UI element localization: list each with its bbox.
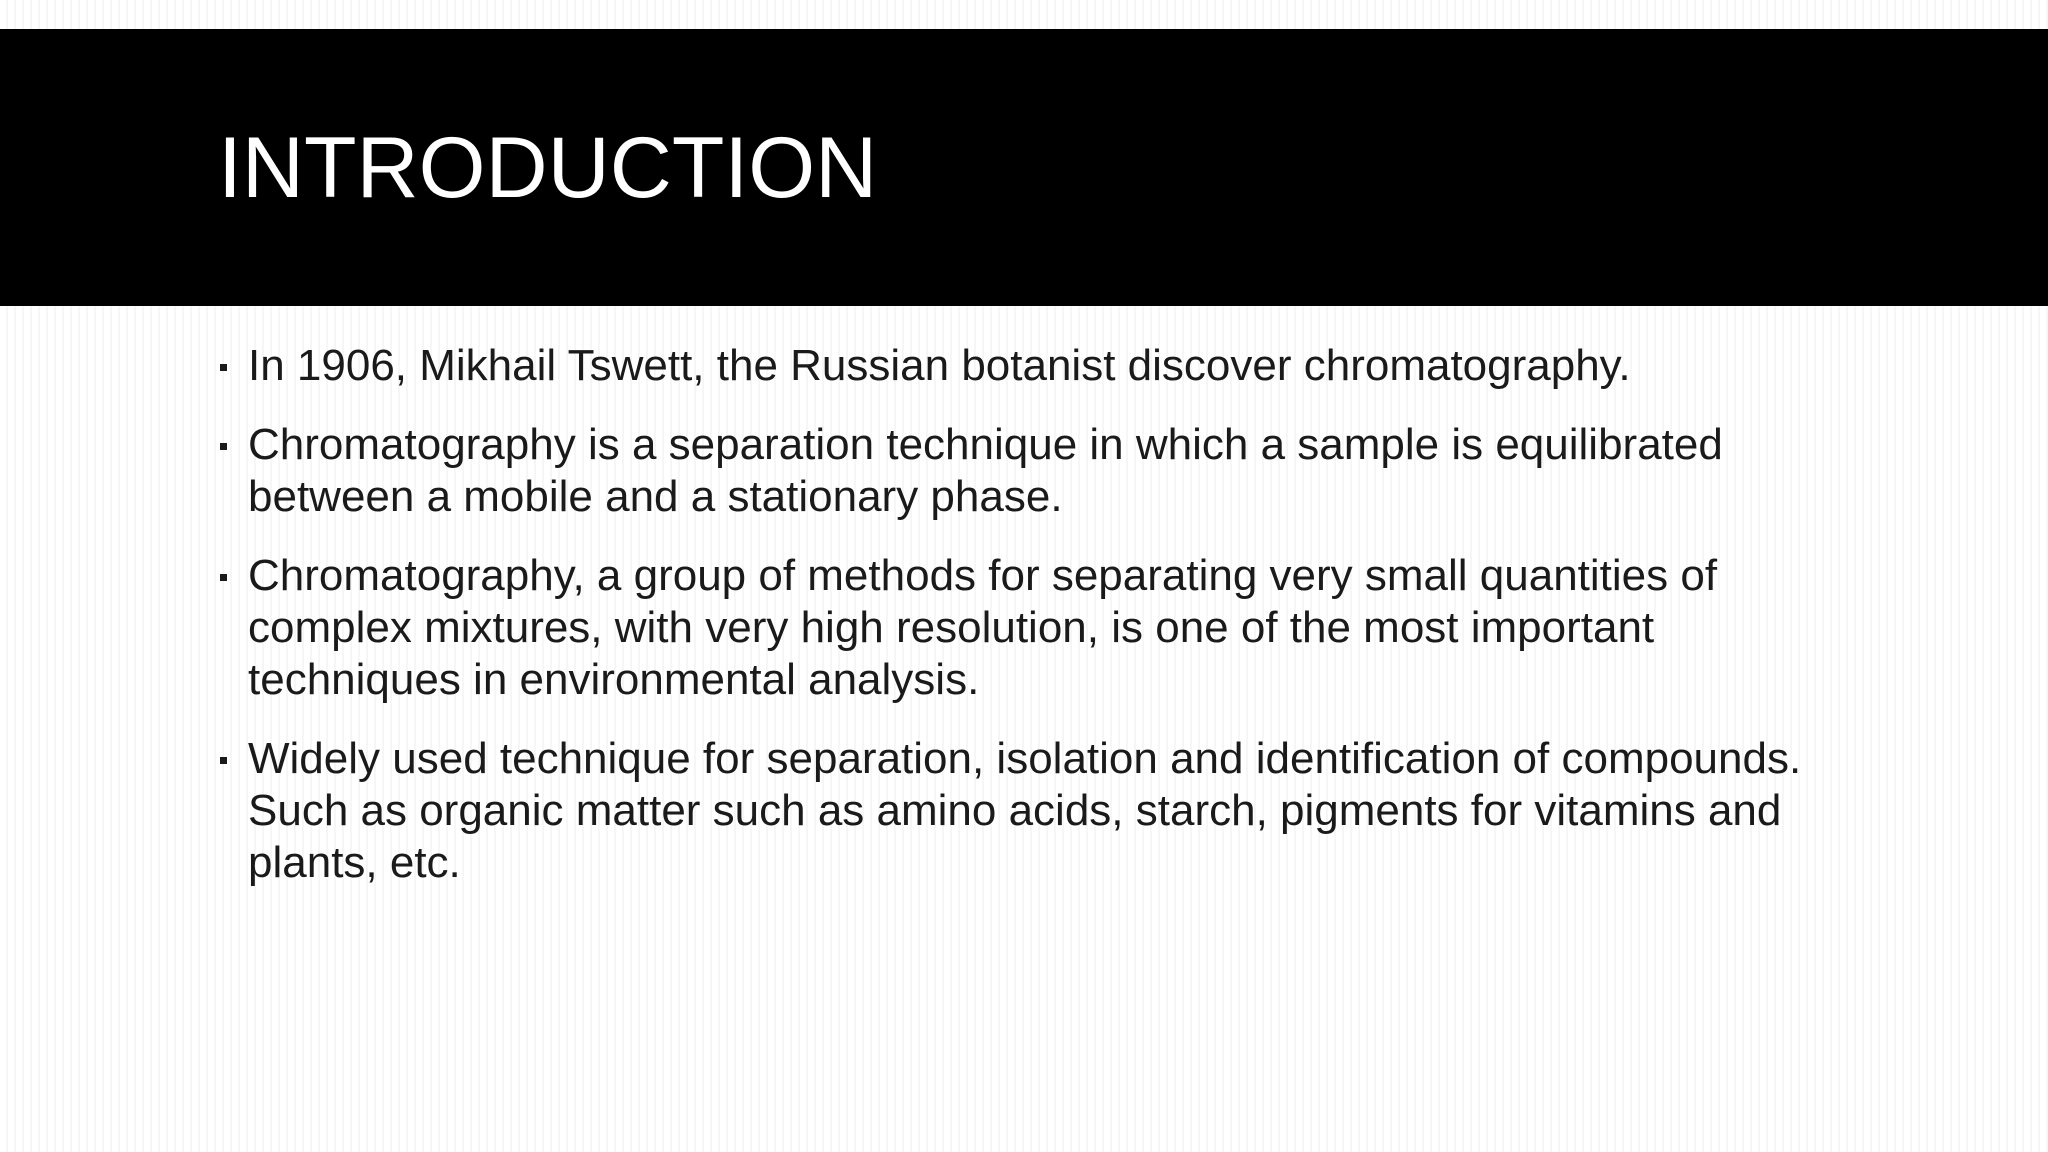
square-bullet-icon	[220, 443, 227, 450]
square-bullet-icon	[220, 364, 227, 371]
bullet-item	[218, 550, 1858, 706]
bullet-text: Chromatography, a group of methods for separating very small quantities of complex mixtures, with very high resolution, is one of the most important techniques in environmental analysis.	[248, 551, 1718, 704]
square-bullet-icon	[220, 574, 227, 581]
bullet-text: Widely used technique for separation, isolation and identification of compounds. Such as organic matter such as amino acids, starch, pigments for vitamins and plants, etc.	[248, 734, 1802, 887]
bullet-list	[218, 340, 1858, 916]
bullet-item	[218, 419, 1858, 523]
bullet-text: In 1906, Mikhail Tswett, the Russian botanist discover chromatography.	[248, 341, 1631, 390]
bullet-item	[218, 340, 1858, 392]
square-bullet-icon	[220, 757, 227, 764]
slide-title: INTRODUCTION	[218, 120, 878, 216]
bullet-text: Chromatography is a separation technique in which a sample is equilibrated between a mobile and a stationary phase.	[248, 420, 1723, 521]
bullet-item	[218, 733, 1858, 889]
